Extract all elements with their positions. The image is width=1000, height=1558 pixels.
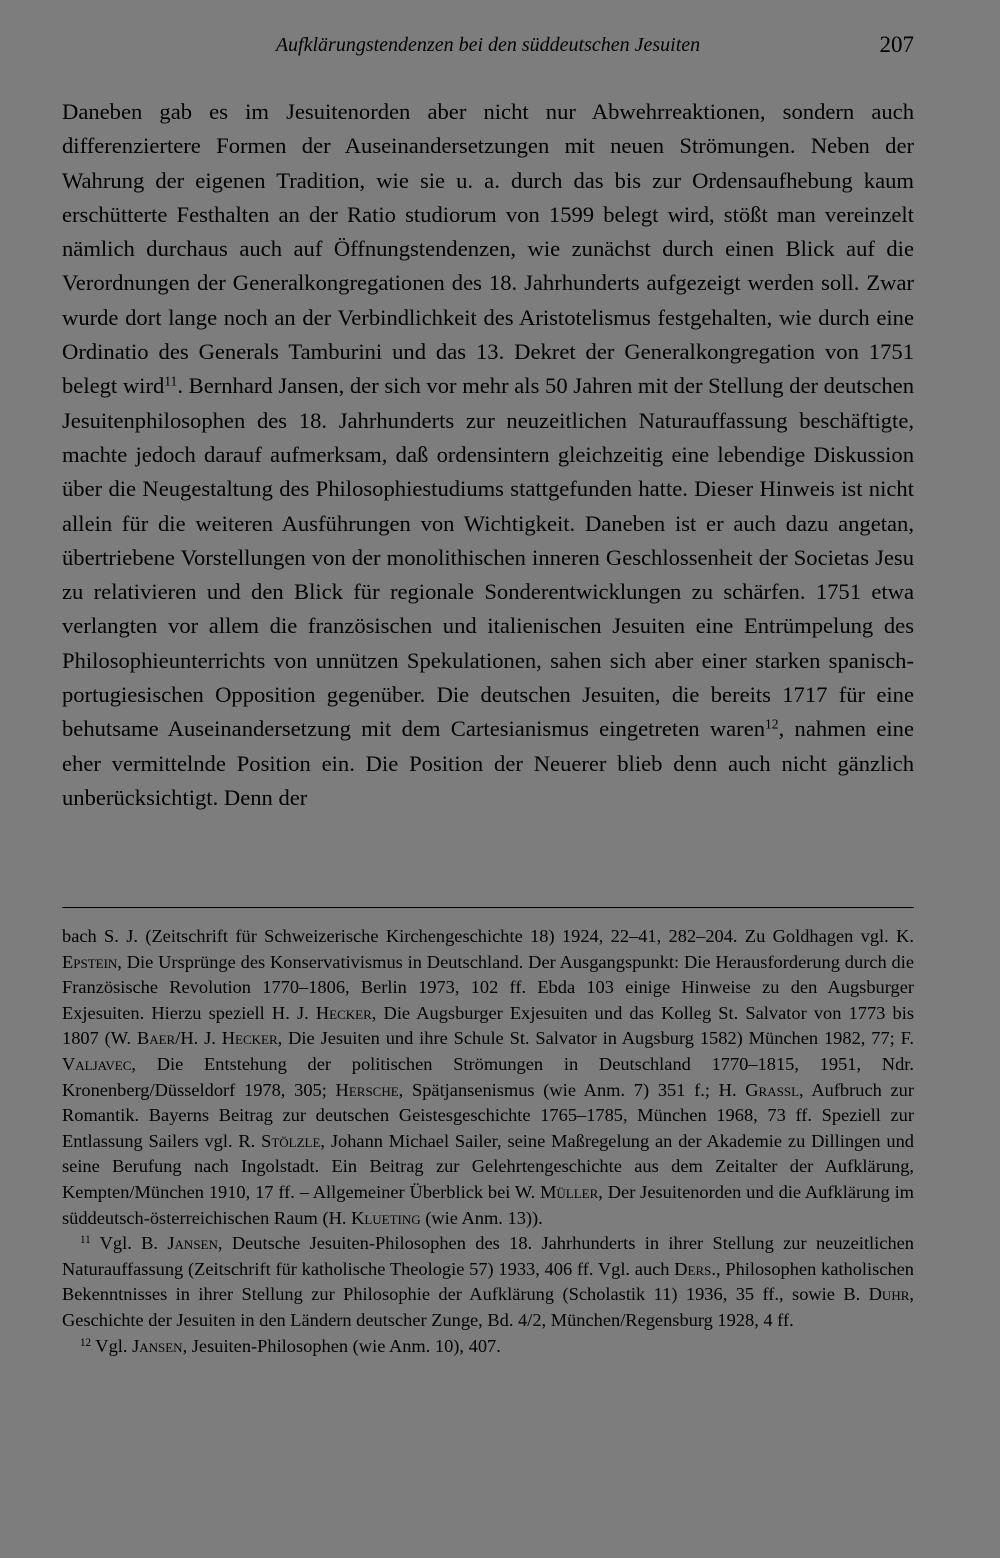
running-header xyxy=(62,32,914,62)
footnote-text: , Deutsche Jesuiten-Philosophen des 18. Jahrhunderts in ihrer Stellung zur neuzeitlichen Naturauffassung (Zeitschrift für katholische Theologie 57) 1933, 406 ff. Vgl. auch xyxy=(62,1233,914,1279)
author-name: Duhr xyxy=(868,1284,910,1305)
footnote-10-continued xyxy=(62,924,914,1231)
footnote-text: Vgl. xyxy=(91,1335,133,1356)
author-name: Stölzle xyxy=(261,1130,321,1151)
author-name: Baer xyxy=(136,1028,176,1049)
footnote-number: 11 xyxy=(80,1234,91,1247)
author-name: Ders xyxy=(674,1258,712,1279)
footnote-text: , Die Jesuiten und ihre Schule St. Salvator in Augsburg 1582) München 1982, 77; F. xyxy=(277,1028,914,1049)
author-name: Grassl xyxy=(745,1079,800,1100)
author-name: Jansen xyxy=(132,1335,183,1356)
author-name: Klueting xyxy=(351,1207,421,1228)
footnote-text: bach S. J. (Zeitschrift für Schweizerische Kirchengeschichte 18) 1924, 22–41, 282–204. Zu Goldhagen vgl. K. xyxy=(62,926,914,946)
footnote-text: /H. J. xyxy=(175,1028,222,1049)
footnote-text: Vgl. B. xyxy=(90,1233,168,1254)
footnote-text: , Der Jesuitenorden und die Aufklärung im süddeutsch-österreichischen Raum (H. xyxy=(62,1181,914,1228)
footnote-text: (wie Anm. 13)). xyxy=(420,1207,543,1228)
author-name: Hersche xyxy=(335,1079,399,1100)
footnote-text: , Die Entstehung der politischen Strömungen in Deutschland 1770–1815, 1951, Ndr. Kronenberg/Düsseldorf 1978, 305; xyxy=(62,1053,914,1100)
page-number: 207 xyxy=(879,32,914,57)
author-name: Jansen xyxy=(167,1233,218,1254)
footnote-number: 12 xyxy=(80,1336,92,1349)
footnote-text: , Jesuiten-Philosophen (wie Anm. 10), 407. xyxy=(182,1335,501,1356)
footnote-text: , Geschichte der Jesuiten in den Ländern deutscher Zunge, Bd. 4/2, München/Regensburg 1928, 4 ff. xyxy=(62,1284,914,1330)
body-paragraph xyxy=(62,95,914,815)
footnote-reference: 12 xyxy=(765,716,779,732)
body-text-segment: , nahmen eine eher vermittelnde Position ein. Die Position der Neuerer blieb denn auch nicht gänzlich unberücksichtigt. Denn der xyxy=(62,716,914,810)
footnote-text: , Die Augsburger Exjesuiten und das Kolleg St. Salvator von 1773 bis 1807 (W. xyxy=(62,1002,914,1049)
footnotes xyxy=(62,924,914,1359)
author-name: Müller xyxy=(540,1181,599,1202)
footnote-12 xyxy=(62,1334,914,1360)
footnote-text: , Johann Michael Sailer, seine Maßregelung an der Akademie zu Dillingen und seine Berufung nach Ingolstadt. Ein Beitrag zur Gelehrtengeschichte aus dem Zeitalter der Aufklärung, Kempten/München 1910, 17 ff. – Allgemeiner Überblick bei W. xyxy=(62,1130,915,1202)
body-text-segment: Daneben gab es im Jesuitenorden aber nicht nur Abwehrreaktionen, sondern auch differenziertere Formen der Auseinandersetzungen mit neuen Strömungen. Neben der Wahrung der eigenen Tradition, wie sie u. a. durch das bis zur Ordensaufhebung kaum erschütterte Festhalten an der Ratio studiorum von 1599 belegt wird, stößt man vereinzelt nämlich durchaus auch auf Öffnungstendenzen, wie zunächst durch einen Blick auf die Verordnungen der Generalkongregationen des 18. Jahrhunderts aufgezeigt werden soll. Zwar wurde dort lange noch an der Verbindlichkeit des Aristotelismus festgehalten, wie durch eine Ordinatio des Generals Tamburini und das 13. Dekret der Generalkongregation von 1751 belegt wird xyxy=(62,99,914,399)
body-text-segment: . Bernhard Jansen, der sich vor mehr als 50 Jahren mit der Stellung der deutschen Jesuitenphilosophen des 18. Jahrhunderts zur neuzeitlichen Naturauffassung beschäftigte, machte jedoch darauf aufmerksam, daß ordensintern gleichzeitig eine lebendige Diskussion über die Neugestaltung des Philosophiestudiums stattgefunden hatte. Dieser Hinweis ist nicht allein für die weiteren Ausführungen von Wichtigkeit. Daneben ist er auch dazu angetan, übertriebene Vorstellungen von der monolithischen inneren Geschlossenheit der Societas Jesu zu relativieren und den Blick für regionale Sonderentwicklungen zu schärfen. 1751 etwa verlangten vor allem die französischen und italienischen Jesuiten eine Entrümpelung des Philosophieunterrichts von unnützen Spekulationen, sahen sich aber einer starken spanisch-portugiesischen Opposition gegenüber. Die deutschen Jesuiten, die bereits 1717 für eine behutsame Auseinandersetzung mit dem Cartesianismus eingetreten waren xyxy=(62,373,914,742)
footnote-separator-rule xyxy=(62,907,914,908)
author-name: Hecker xyxy=(221,1028,278,1049)
author-name: Hecker xyxy=(315,1002,372,1023)
footnote-text: , Aufbruch zur Romantik. Bayerns Beitrag zur deutschen Geistesgeschichte 1765–1785, München 1968, 73 ff. Speziell zur Entlassung Sailers vgl. R. xyxy=(62,1079,915,1151)
footnote-text: , Spätjansenismus (wie Anm. 7) 351 f.; H. xyxy=(398,1079,746,1100)
author-name: Valjavec xyxy=(62,1053,132,1074)
footnote-11 xyxy=(62,1231,914,1333)
footnote-text: , Die Ursprünge des Konservativismus in Deutschland. Der Ausgangspunkt: Die Herausforderung durch die Französische Revolution 1770–1806, Berlin 1973, 102 ff. Ebda 103 einige Hinweise zu den Augsburger Exjesuiten. Hierzu speziell H. J. xyxy=(62,951,914,1023)
footnote-text: ., Philosophen katholischen Bekenntnisses in ihrer Stellung zur Philosophie der Aufklärung (Scholastik 11) 1936, 35 ff., sowie B. xyxy=(62,1258,914,1305)
running-title: Aufklärungstendenzen bei den süddeutschen Jesuiten xyxy=(275,34,701,56)
footnote-reference: 11 xyxy=(164,373,178,389)
author-name: Epstein xyxy=(62,951,118,972)
